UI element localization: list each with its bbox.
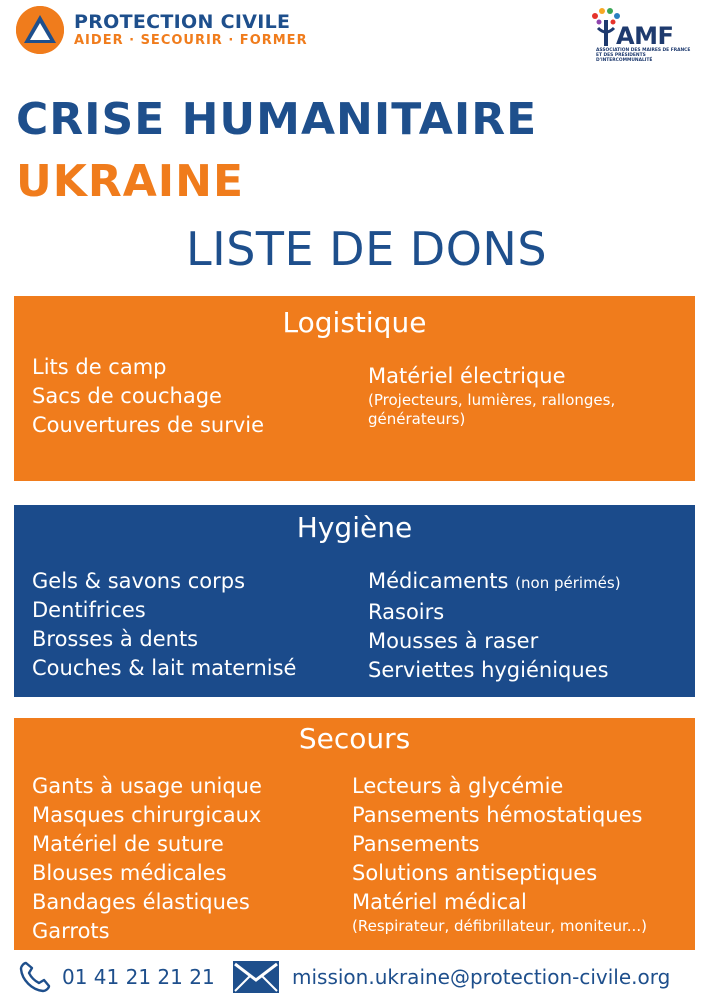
secours-left-list [32,772,262,946]
logistique-title: Logistique [282,306,427,339]
logistique-left-list [32,353,264,440]
list-item: Gants à usage unique [32,774,262,798]
footer-phone[interactable] [18,960,215,994]
list-item: Solutions antiseptiques [352,861,598,885]
list-item: Mousses à raser [368,629,539,653]
footer-email[interactable] [232,960,670,994]
hygiene-title: Hygiène [296,511,413,544]
title-line-3: LISTE DE DONS [186,222,548,276]
list-item: Matériel de suture [32,832,224,856]
list-item: Serviettes hygiéniques [368,658,609,682]
logistique-right-list [368,362,668,429]
secours-title: Secours [298,722,411,755]
list-item: Sacs de couchage [32,384,222,408]
list-item-note: (Projecteurs, lumières, rallonges, générateurs) [368,391,616,428]
org-name: PROTECTION CIVILE [74,11,291,33]
list-item: Lits de camp [32,355,167,379]
list-item: Couvertures de survie [32,413,265,437]
amf-subtitle: ASSOCIATION DES MAIRES DE FRANCE ET DES PRÉSIDENTS D'INTERCOMMUNALITÉ [596,48,691,63]
list-item: Matériel électrique [368,364,566,388]
list-item: Gels & savons corps [32,569,246,593]
secours-panel [14,718,695,950]
list-item: Blouses médicales [32,861,227,885]
hygiene-right-list [368,567,621,685]
org-tagline: AIDER · SECOURIR · FORMER [74,33,308,48]
email-address[interactable]: mission.ukraine@protection-civile.org [292,965,671,989]
secours-right-list [352,772,682,936]
title-line-2: UKRAINE [16,156,245,207]
envelope-icon [232,960,280,994]
phone-number[interactable]: 01 41 21 21 21 [62,965,215,989]
list-item: Matériel médical [352,890,527,914]
list-item: Bandages élastiques [32,890,250,914]
hygiene-left-list [32,567,296,683]
protection-civile-emblem-icon [16,6,64,54]
list-item-note: (Respirateur, défibrillateur, moniteur...) [352,917,647,935]
hygiene-panel [14,505,695,697]
list-item [368,567,621,598]
list-item: Pansements hémostatiques [352,803,643,827]
list-item-label: Médicaments [368,569,509,593]
protection-civile-logo [16,6,308,54]
amf-logo [586,6,696,62]
list-item: Couches & lait maternisé [32,656,297,680]
list-item: Dentifrices [32,598,146,622]
list-item: Rasoirs [368,600,445,624]
logistique-panel [14,296,695,481]
list-item: Pansements [352,832,480,856]
list-item: Lecteurs à glycémie [352,774,564,798]
amf-wordmark: AMF [616,22,674,50]
list-item: Garrots [32,919,110,943]
phone-icon [18,960,52,994]
list-item: Masques chirurgicaux [32,803,262,827]
list-item: Brosses à dents [32,627,199,651]
title-line-1: CRISE HUMANITAIRE [16,94,538,145]
list-item-note: (non périmés) [515,574,621,592]
